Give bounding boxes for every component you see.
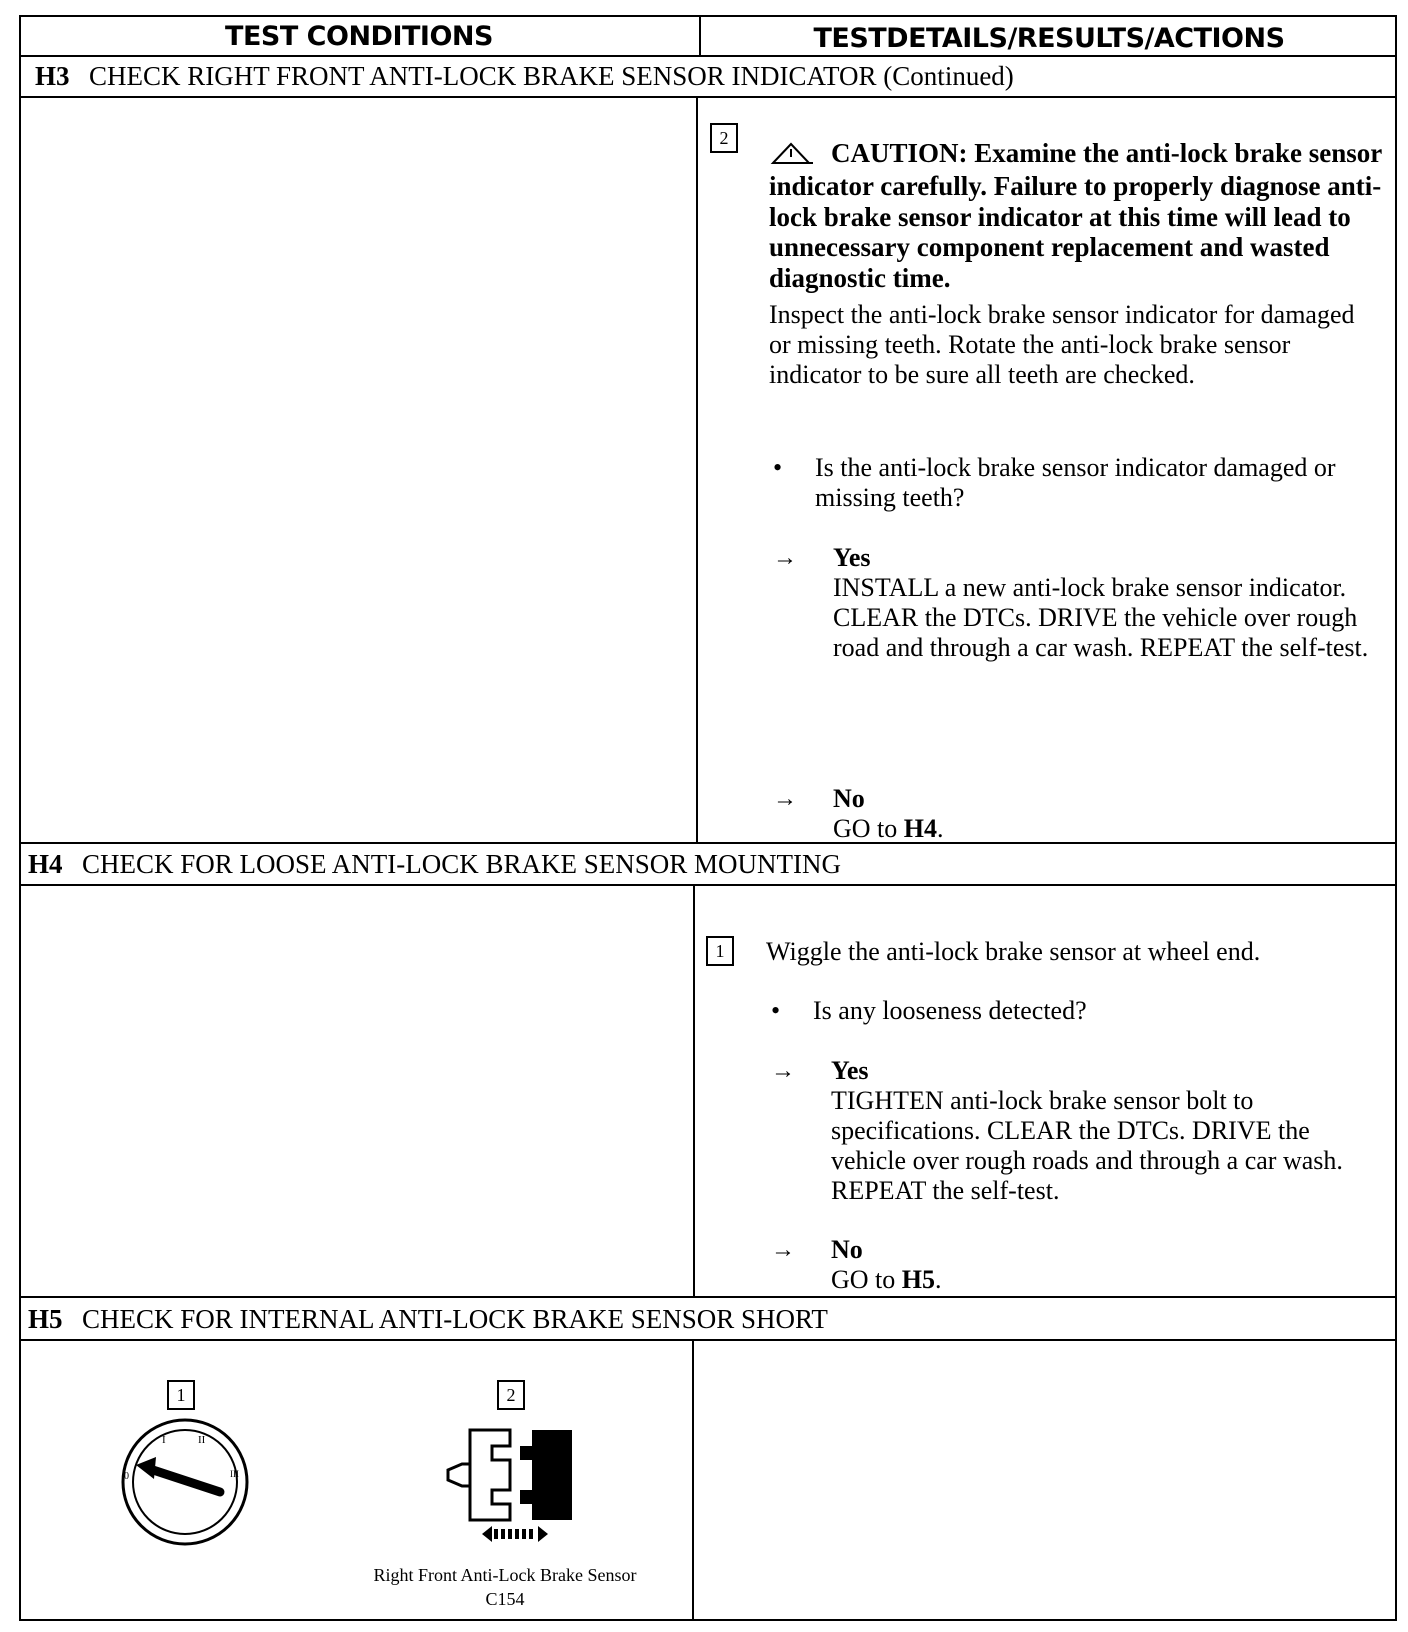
ignition-label: 0 (124, 1471, 129, 1482)
section-title-h4 (28, 849, 841, 880)
column-divider-h3 (696, 96, 698, 843)
step-number-box: 2 (497, 1380, 525, 1410)
h3-no-result (773, 784, 1383, 844)
h3-title-divider (19, 96, 1397, 98)
ignition-label: I (162, 1434, 166, 1446)
h3-instruction: Inspect the anti-lock brake sensor indicator for damaged or missing teeth. Rotate the anti-lock brake sensor indicator to be sure all teeth are checked. (769, 300, 1355, 389)
section-title-h5 (28, 1304, 828, 1335)
h4-title-divider (19, 884, 1397, 886)
column-header-test-conditions: TEST CONDITIONS (225, 20, 493, 52)
section-title-text: CHECK FOR INTERNAL ANTI-LOCK BRAKE SENSOR SHORT (82, 1304, 828, 1334)
connector-caption (330, 1563, 680, 1611)
h5-title-divider (19, 1339, 1397, 1341)
ignition-label: II (198, 1434, 206, 1446)
yes-action: TIGHTEN anti-lock brake sensor bolt to specifications. CLEAR the DTCs. DRIVE the vehicle over rough roads and through a car wash. REPEAT the self-test. (831, 1086, 1343, 1205)
section-code: H5 (28, 1304, 63, 1334)
column-header-test-details: TESTDETAILS/RESULTS/ACTIONS (813, 22, 1285, 54)
yes-action: INSTALL a new anti-lock brake sensor indicator. CLEAR the DTCs. DRIVE the vehicle over rough road and through a car wash. REPEAT the self-test. (833, 573, 1369, 662)
h5-top-divider (19, 1296, 1397, 1298)
yes-label: Yes (831, 1056, 869, 1085)
no-label: No (831, 1235, 863, 1264)
caption-line-2: C154 (485, 1589, 525, 1609)
section-code: H4 (28, 849, 63, 879)
arrow-icon: → (773, 786, 797, 812)
step-number-box: 1 (167, 1380, 195, 1410)
section-title-text: CHECK RIGHT FRONT ANTI-LOCK BRAKE SENSOR INDICATOR (Continued) (89, 61, 1014, 91)
step-number-box: 1 (706, 936, 734, 966)
question-text: Is the anti-lock brake sensor indicator damaged or missing teeth? (815, 453, 1336, 512)
goto-link-h5[interactable]: H5 (901, 1265, 936, 1294)
bullet-icon: • (773, 453, 783, 482)
h4-no-result (771, 1235, 1381, 1295)
no-label: No (833, 784, 865, 813)
bullet-icon: • (771, 996, 781, 1025)
yes-label: Yes (833, 543, 871, 572)
double-arrow-icon (480, 1523, 550, 1545)
h4-yes-result (771, 1056, 1386, 1206)
no-action: GO to H5. (831, 1265, 942, 1294)
caution-note (769, 138, 1389, 293)
column-divider-h4 (693, 884, 695, 1297)
caption-line-1: Right Front Anti-Lock Brake Sensor (373, 1565, 637, 1585)
no-action: GO to H4. (833, 814, 944, 843)
arrow-icon: → (771, 1237, 795, 1263)
section-title-h3 (35, 61, 1014, 92)
h4-question (771, 996, 1381, 1026)
column-divider-h5 (692, 1339, 694, 1621)
h4-instruction: Wiggle the anti-lock brake sensor at wheel end. (766, 937, 1261, 966)
ignition-switch-icon (110, 1417, 260, 1547)
h3-question (773, 453, 1383, 513)
arrow-icon: → (773, 545, 797, 571)
h3-yes-result (773, 543, 1383, 663)
step-number-box: 2 (710, 123, 738, 153)
warning-triangle-icon (769, 141, 831, 172)
section-title-text: CHECK FOR LOOSE ANTI-LOCK BRAKE SENSOR MOUNTING (82, 849, 842, 879)
ignition-label: III (230, 1469, 239, 1479)
section-code: H3 (35, 61, 70, 91)
goto-link-h4[interactable]: H4 (903, 814, 938, 843)
arrow-icon: → (771, 1058, 795, 1084)
question-text: Is any looseness detected? (813, 996, 1087, 1025)
caution-text: CAUTION: Examine the anti-lock brake sensor indicator carefully. Failure to properly diagnose anti-lock brake sensor indicator at this time will lead to unnecessary component replacement and wasted diagnostic time. (769, 138, 1382, 293)
